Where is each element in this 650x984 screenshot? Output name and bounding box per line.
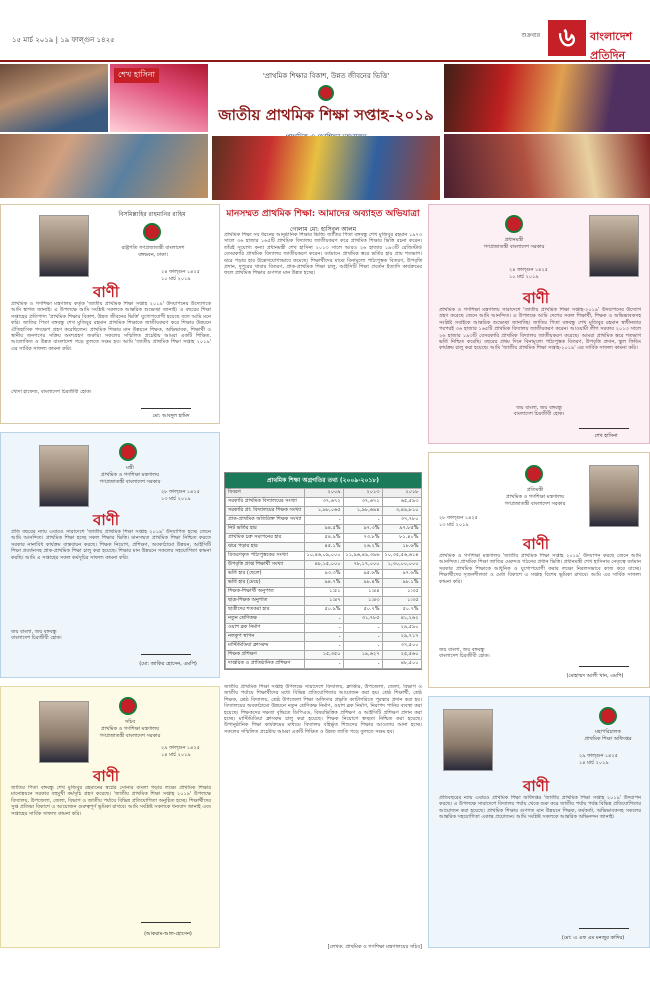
- portrait-photo: [589, 465, 639, 527]
- banner-quote: 'প্রাথমিক শিক্ষার বিকাশ, উন্নত জীবনের ভিত্তি': [262, 72, 390, 80]
- table-cell: ৫০.৯%: [304, 606, 343, 615]
- banner-title: জাতীয় প্রাথমিক শিক্ষা সপ্তাহ-২০১৯: [218, 106, 434, 124]
- table-row: [226, 642, 422, 651]
- message-secretary: [0, 686, 220, 948]
- photo-banner: [0, 62, 650, 200]
- table-row: [226, 552, 422, 561]
- table-row: [226, 651, 422, 660]
- signature-scrawl: [579, 657, 629, 667]
- message-body: প্রাথমিক ও গণশিক্ষা মন্ত্রণালয় সারাদেশে 'জাতীয় প্রাথমিক শিক্ষা সপ্তাহ-২০১৯' উদযাপনের উদ্যোগ গ্রহণ করেছে জেনে আমি আনন্দিত। এ উপলক্ষে আমি দেশের সকল শিক্ষার্থী, শিক্ষক ও অভিভাবকসহ সংশ্লিষ্ট সবাইকে আন্তরিক শুভেচ্ছা জানাচ্ছি। জাতির পিতা বঙ্গবন্ধু শেখ মুজিবুর রহমান স্বাধীনতার পরপরই ৩৬ হাজার ১৬৫টি প্রাথমিক বিদ্যালয় জাতীয়করণ করেন। আওয়ামী লীগ সরকার ২০১৩ সালে ২৬ হাজার ১৯৩টি বেসরকারি প্রাথমিক বিদ্যালয় জাতীয়করণ করেছে। আমরা প্রাথমিক স্তরে শতভাগ ভর্তি নিশ্চিত করেছি। বছরের প্রথম দিনে বিনামূল্যে পাঠ্যপুস্তক বিতরণ, উপবৃত্তি প্রদান, স্কুল ফিডিং কার্যক্রম চালু করা হয়েছে। আমি 'জাতীয় প্রাথমিক শিক্ষা সপ্তাহ-২০১৯' এর সার্বিক সাফল্য কামনা করি।: [439, 307, 641, 352]
- table-cell: শিক্ষক-শিক্ষার্থী অনুপাত: [226, 588, 305, 597]
- table-cell: ঝরে পড়ার হার: [226, 543, 305, 552]
- table-cell: -: [304, 516, 343, 525]
- portrait-photo: [39, 701, 89, 763]
- message-date: ২৮ ফাল্গুন ১৪২৫ ১৩ মার্চ ২০১৯: [161, 489, 200, 502]
- portrait-photo: [443, 709, 493, 771]
- table-cell: সরকারি প্রাথমিক বিদ্যালয়ের সংখ্যা: [226, 498, 305, 507]
- table-cell: -: [343, 642, 382, 651]
- stats-table: [224, 472, 422, 670]
- table-cell: ১:৪৩: [343, 597, 382, 606]
- table-cell: ১১,৯৬,৪৯,৩৯৬: [343, 552, 382, 561]
- table-cell: ৬৫,৫৯৩: [382, 498, 421, 507]
- table-header-cell: ২০১৩: [343, 489, 382, 498]
- signature-name: মো: আবদুল হামিদ: [152, 413, 190, 419]
- article-footnote: [লেখক: প্রাথমিক ও গণশিক্ষা মন্ত্রণালয়ের সচিব]: [327, 944, 422, 950]
- table-cell: ৫৪.৯%: [304, 534, 343, 543]
- message-closing: খোদা হাফেজ, বাংলাদেশ চিরজীবী হোক।: [11, 389, 92, 395]
- table-cell: ৭৩.৮%: [343, 534, 382, 543]
- table-row: [226, 507, 422, 516]
- table-cell: ৯৮.১%: [382, 579, 421, 588]
- government-emblem-icon: [318, 85, 334, 101]
- table-header-cell: ২০০৯: [304, 489, 343, 498]
- table-cell: ১৯,৬২৭: [343, 651, 382, 660]
- banner-photo: [0, 64, 108, 132]
- sender-title: প্রতিমন্ত্রী প্রাথমিক ও গণশিক্ষা মন্ত্রণালয় গণপ্রজাতন্ত্রী বাংলাদেশ সরকার: [504, 487, 566, 507]
- signature-scrawl: [579, 419, 629, 429]
- table-cell: উপবৃত্তি প্রাপ্ত শিক্ষার্থী সংখ্যা: [226, 561, 305, 570]
- table-row: [226, 624, 422, 633]
- signature-scrawl: [141, 645, 191, 655]
- message-minister: [0, 432, 220, 678]
- table-cell: ১৫,৩৫০: [304, 651, 343, 660]
- message-heading: বাণী: [523, 777, 550, 795]
- table-cell: ৪৫.১%: [304, 543, 343, 552]
- sender-title: সচিব প্রাথমিক ও গণশিক্ষা মন্ত্রণালয় গণপ্রজাতন্ত্রী বাংলাদেশ সরকার: [99, 719, 161, 739]
- table-header-cell: বিবরণ: [226, 489, 305, 498]
- banner-title-block: [212, 64, 440, 134]
- table-row: [226, 516, 422, 525]
- table-cell: ৯৪.৫%: [304, 525, 343, 534]
- signature-scrawl: [579, 919, 629, 929]
- table-cell: ১:৩৫: [382, 597, 421, 606]
- table-row: [226, 543, 422, 552]
- table-cell: নতুন শ্রেণিকক্ষ: [226, 615, 305, 624]
- table-cell: মাল্টিমিডিয়া ক্লাসরুম: [226, 642, 305, 651]
- table-cell: ১,৯৮,৬৯৪: [343, 507, 382, 516]
- message-director-general: [428, 696, 650, 948]
- table-cell: ২৫,৫৬০: [382, 651, 421, 660]
- table-row: [226, 525, 422, 534]
- stats-table-grid: [225, 488, 422, 669]
- sender-title: মন্ত্রী প্রাথমিক ও গণশিক্ষা মন্ত্রণালয় গণপ্রজাতন্ত্রী বাংলাদেশ সরকার: [99, 465, 161, 485]
- table-cell: ২৯,৭১৭: [382, 633, 421, 642]
- article-title: মানসম্মত প্রাথমিক শিক্ষা: আমাদের অব্যাহত অভিযাত্রা: [226, 209, 420, 219]
- newspaper-logo: বাংলাদেশ প্রতিদিন: [590, 30, 633, 62]
- article-body-top: প্রাথমিক শিক্ষা সব ধরনের আনুষ্ঠানিক শিক্ষার ভিত্তি। জাতির পিতা বঙ্গবন্ধু শেখ মুজিবুর রহমান ১৯৭৩ সালে ৩৬ হাজার ১৬৫টি প্রাথমিক বিদ্যালয় জাতীয়করণ করে প্রাথমিক শিক্ষার ভিত্তি রচনা করেন। তাঁরই সুযোগ্য কন্যা প্রধানমন্ত্রী শেখ হাসিনা ২০১৩ সালে আরও ২৬ হাজার ১৯৩টি রেজিস্টার্ড বেসরকারি প্রাথমিক বিদ্যালয় জাতীয়করণ করেন। বর্তমানে প্রাথমিক স্তরে ভর্তির হার প্রায় শতভাগ। ঝরে পড়ার হার উল্লেখযোগ্যভাবে কমেছে। শিক্ষার্থীদের মাঝে বিনামূল্যে পাঠ্যপুস্তক বিতরণ, উপবৃত্তি প্রদান, দুপুরের খাবার বিতরণ, প্রাক-প্রাথমিক শিক্ষা চালু, আইসিটি শিক্ষা প্রবর্তন ইত্যাদি কার্যক্রমের ফলে প্রাথমিক শিক্ষার গুণগত মান উন্নত হচ্ছে।: [224, 232, 422, 277]
- table-cell: ৮১.৪০%: [382, 534, 421, 543]
- message-date: ২৪ ফাল্গুন ১৪২৫ ১০ মার্চ ২০১৯: [161, 269, 200, 282]
- table-cell: ৫০.৭%: [343, 606, 382, 615]
- message-state-minister: [428, 452, 650, 688]
- banner-photo: [444, 134, 650, 198]
- table-row: [226, 579, 422, 588]
- sender-title: প্রধানমন্ত্রী গণপ্রজাতন্ত্রী বাংলাদেশ সরকার: [483, 237, 545, 250]
- message-heading: বাণী: [523, 535, 550, 553]
- table-cell: ৫০.৭%: [382, 606, 421, 615]
- table-cell: শিক্ষক প্রশিক্ষণ: [226, 651, 305, 660]
- issue-day: শুক্রবার: [521, 32, 540, 39]
- message-heading: বাণী: [523, 289, 550, 307]
- table-cell: ১:৩৫: [382, 588, 421, 597]
- table-cell: ৪৮,৫০০: [382, 660, 421, 669]
- signature-name: (আকরাম-আল-হোসেন): [144, 931, 192, 937]
- table-cell: ৯৭.৬%: [382, 570, 421, 579]
- table-cell: ৯৭.৮৫%: [382, 525, 421, 534]
- portrait-photo: [39, 215, 89, 277]
- signature-scrawl: [141, 913, 191, 923]
- table-cell: নিট ভর্তির হার: [226, 525, 305, 534]
- table-row: [226, 561, 422, 570]
- signature-name: (মো: এ এফ এম মনজুর কাদির): [561, 935, 625, 941]
- message-heading: বাণী: [93, 767, 120, 785]
- signature-name: (মোহাম্মদ আলী খান, এমপি): [566, 673, 624, 679]
- message-body: প্রতি বছরের ন্যায় এবারও সারাদেশে 'জাতীয় প্রাথমিক শিক্ষা সপ্তাহ ২০১৯' উদযাপিত হচ্ছে জেনে আমি আনন্দিত। প্রাথমিক শিক্ষা হচ্ছে সকল শিক্ষার ভিত্তি। মানসম্মত প্রাথমিক শিক্ষা নিশ্চিত করতে সরকার নানাবিধ কার্যক্রম বাস্তবায়ন করছে। শিক্ষক নিয়োগ, প্রশিক্ষণ, অবকাঠামো উন্নয়ন, আইসিটি শিক্ষা প্রবর্তনসহ প্রাক-প্রাথমিক শিক্ষা চালু করা হয়েছে। শিক্ষার মান উন্নয়নে সকলের সহযোগিতা কামনা করছি। আমি এ সপ্তাহের সকল কর্মসূচির সাফল্য কামনা করি।: [11, 529, 211, 561]
- table-cell: নলকূপ স্থাপন: [226, 633, 305, 642]
- message-closing: জয় বাংলা, জয় বঙ্গবন্ধু বাংলাদেশ চিরজীবী হোক।: [11, 629, 62, 642]
- table-cell: ৯৭.৩%: [343, 525, 382, 534]
- table-row: [226, 597, 422, 606]
- portrait-photo: [39, 445, 89, 507]
- portrait-photo: [589, 215, 639, 277]
- page-number: ৬: [548, 20, 586, 56]
- message-prime-minister: [428, 204, 650, 444]
- table-cell: -: [304, 615, 343, 624]
- banner-photo: [212, 136, 440, 200]
- table-cell: ৩৭,৬৭২: [343, 498, 382, 507]
- message-date: ২৯ ফাল্গুন ১৪২৫ ১৪ মার্চ ২০১৯: [579, 753, 618, 766]
- message-body: জাতির পিতা বঙ্গবন্ধু শেখ মুজিবুর রহমানের স্বপ্নের সোনার বাংলা গড়ার লক্ষ্যে প্রাথমিক শিক্ষার মানোন্নয়নে সরকার বহুমুখী কর্মসূচি গ্রহণ করেছে। 'জাতীয় প্রাথমিক শিক্ষা সপ্তাহ ২০১৯' উপলক্ষে বিদ্যালয়, উপজেলা, জেলা, বিভাগ ও জাতীয় পর্যায়ে বিভিন্ন প্রতিযোগিতা অনুষ্ঠিত হচ্ছে। শিক্ষার্থীদের সুপ্ত প্রতিভা বিকাশে এ আয়োজন গুরুত্বপূর্ণ ভূমিকা রাখবে। আমি সংশ্লিষ্ট সকলকে ধন্যবাদ জানাই এবং সপ্তাহের সার্বিক সাফল্য কামনা করি।: [11, 785, 211, 817]
- table-cell: ২৯,৫৯০: [382, 624, 421, 633]
- banner-photo: [110, 64, 208, 132]
- government-emblem-icon: [505, 215, 523, 233]
- message-body: প্রাথমিক ও গণশিক্ষা মন্ত্রণালয় 'জাতীয় প্রাথমিক শিক্ষা সপ্তাহ ২০১৯' উদযাপন করছে জেনে আমি আনন্দিত। প্রাথমিক শিক্ষা জাতির মেরুদণ্ড গঠনের প্রধান ভিত্তি। প্রধানমন্ত্রী শেখ হাসিনার নেতৃত্বে বর্তমান সরকার প্রাথমিক শিক্ষাকে আধুনিক ও যুগোপযোগী করার লক্ষ্যে নিরলসভাবে কাজ করে যাচ্ছে। শিক্ষার্থীদের সৃজনশীলতা ও মেধা বিকাশে এ সপ্তাহ বিশেষ ভূমিকা রাখবে। আমি এর সার্বিক সাফল্য কামনা করি।: [439, 553, 641, 585]
- table-cell: ওয়াশ ব্লক নির্মাণ: [226, 624, 305, 633]
- table-cell: বিতরণকৃত পাঠ্যপুস্তকের সংখ্যা: [226, 552, 305, 561]
- table-cell: ভর্তি হার (ছেলে): [226, 570, 305, 579]
- signature-name: (মো: জাকির হোসেন, এমপি): [139, 661, 197, 667]
- table-cell: ১,৯৮,০৬৫: [304, 507, 343, 516]
- message-closing: জয় বাংলা, জয় বঙ্গবন্ধু বাংলাদেশ চিরজীবী হোক।: [439, 647, 490, 660]
- message-closing: জয় বাংলা, জয় বঙ্গবন্ধু বাংলাদেশ চিরজীবী হোক।: [513, 405, 565, 418]
- table-cell: ৯৪.৭%: [304, 579, 343, 588]
- table-cell: ১:৫১: [304, 588, 343, 597]
- article-byline: গোলাম মো: হাসিবুল আলম: [289, 226, 357, 233]
- signature-name: শেখ হাসিনা: [594, 433, 618, 439]
- table-cell: ৩৭,৭৮০: [382, 516, 421, 525]
- table-cell: ১০,৪৬,০৯,০০০: [304, 552, 343, 561]
- message-body: প্রাথমিক ও গণশিক্ষা মন্ত্রণালয় কর্তৃক 'জাতীয় প্রাথমিক শিক্ষা সপ্তাহ ২০১৯' উদযাপনের উদ্যোগকে আমি স্বাগত জানাই। এ উপলক্ষে আমি সংশ্লিষ্ট সকলকে আন্তরিক শুভেচ্ছা জানাই। এ বছরের শিক্ষা সপ্তাহের প্রতিপাদ্য 'প্রাথমিক শিক্ষার বিকাশ, উন্নত জীবনের ভিত্তি' যুগোপযোগী হয়েছে বলে আমি মনে করি। জাতির পিতা বঙ্গবন্ধু শেখ মুজিবুর রহমান প্রাথমিক শিক্ষাকে জাতীয়করণ করে শিক্ষার উন্নয়নে ঐতিহাসিক পদক্ষেপ গ্রহণ করেছিলেন। প্রাথমিক শিক্ষার মান উন্নয়নে শিক্ষক, অভিভাবক, শিক্ষার্থী ও স্থানীয় জনগণের সক্রিয় অংশগ্রহণ জরুরি। সকলের সম্মিলিত প্রচেষ্টায় আমরা একটি শিক্ষিত, আলোকিত ও উন্নত বাংলাদেশ গড়ে তুলতে সক্ষম হব। আমি 'জাতীয় প্রাথমিক শিক্ষা সপ্তাহ ২০১৯' এর সার্বিক সাফল্য কামনা করি।: [11, 301, 211, 352]
- stats-table-title: প্রাথমিক শিক্ষা অগ্রগতির তথ্য (২০০৯-২০১৮): [225, 473, 421, 488]
- table-cell: ১:৪৭: [304, 597, 343, 606]
- sender-title: রাষ্ট্রপতি গণপ্রজাতন্ত্রী বাংলাদেশ বঙ্গভবন, ঢাকা।: [121, 245, 185, 258]
- table-cell: ছাত্রীদের শতকরা হার: [226, 606, 305, 615]
- table-row: [226, 606, 422, 615]
- salutation: বিসমিল্লাহির রাহমানির রাহিম: [118, 211, 186, 218]
- signature-scrawl: [141, 399, 191, 409]
- table-row: [226, 615, 422, 624]
- table-cell: সরকারি প্রা: বিদ্যালয়ের শিক্ষক সংখ্যা: [226, 507, 305, 516]
- table-row: [226, 633, 422, 642]
- table-row: [226, 588, 422, 597]
- feature-article: [224, 206, 422, 952]
- table-cell: ৩১,৭৮৫: [343, 615, 382, 624]
- table-cell: -: [304, 660, 343, 669]
- banner-photo: [444, 64, 650, 132]
- table-cell: ৪১,২৬২: [382, 615, 421, 624]
- table-row: [226, 570, 422, 579]
- message-date: ২৮ ফাল্গুন ১৪২৫ ১৩ মার্চ ২০১৯: [439, 515, 478, 528]
- table-row: [226, 660, 422, 669]
- government-emblem-icon: [119, 697, 137, 715]
- table-cell: ২৬.২%: [343, 543, 382, 552]
- table-row: [226, 534, 422, 543]
- table-cell: ৯৫.৬%: [343, 570, 382, 579]
- message-body: প্রতিবছরের ন্যায় এবারও প্রাথমিক শিক্ষা অধিদপ্তর 'জাতীয় প্রাথমিক শিক্ষা সপ্তাহ ২০১৯' উদযাপন করছে। এ উপলক্ষে সারাদেশে বিদ্যালয় পর্যায় থেকে শুরু করে জাতীয় পর্যায় পর্যন্ত বিভিন্ন প্রতিযোগিতার আয়োজন করা হয়েছে। প্রাথমিক শিক্ষার গুণগত মান উন্নয়নে শিক্ষক, কর্মকর্তা, অভিভাবকসহ সকলের আন্তরিক সহযোগিতা একান্ত প্রয়োজন। আমি সংশ্লিষ্ট সকলকে আন্তরিক অভিনন্দন জানাই।: [439, 795, 641, 821]
- table-cell: ১৮.৬%: [382, 543, 421, 552]
- table-cell: ভর্তি হার (মেয়ে): [226, 579, 305, 588]
- table-cell: -: [304, 624, 343, 633]
- table-cell: ৯৩.৩%: [304, 570, 343, 579]
- table-cell: ৪৮,১৫,০০০: [304, 561, 343, 570]
- table-cell: -: [343, 516, 382, 525]
- table-cell: -: [343, 624, 382, 633]
- table-cell: প্রাক-প্রাথমিক অতিরিক্ত শিক্ষক সংখ্যা: [226, 516, 305, 525]
- masthead: [0, 0, 650, 62]
- table-cell: -: [343, 660, 382, 669]
- table-header-row: [226, 489, 422, 498]
- table-cell: ৩৭,৬৭২: [304, 498, 343, 507]
- message-date: ২৪ ফাল্গুন ১৪২৫ ১০ মার্চ ২০১৯: [509, 267, 548, 280]
- issue-date: ১৫ মার্চ ২০১৯ | ১৯ ফাল্গুন ১৪২৫: [12, 36, 115, 44]
- message-heading: বাণী: [93, 511, 120, 529]
- banner-photo: [0, 134, 208, 198]
- presidential-seal-icon: [143, 223, 161, 241]
- table-cell: ৩৭,৫০০: [382, 642, 421, 651]
- table-cell: ৯৮.৪%: [343, 579, 382, 588]
- table-cell: প্রাথমিক চক্র সমাপনের হার: [226, 534, 305, 543]
- table-header-cell: ২০১৮: [382, 489, 421, 498]
- table-row: [226, 498, 422, 507]
- government-emblem-icon: [119, 443, 137, 461]
- table-cell: -: [304, 642, 343, 651]
- directorate-logo-icon: [599, 707, 617, 725]
- table-cell: -: [343, 633, 382, 642]
- table-cell: ৭৮,১৭,০০০: [343, 561, 382, 570]
- table-cell: ১:৪৪: [343, 588, 382, 597]
- message-president: [0, 204, 220, 424]
- table-cell: ৩,৪৯,৮১০: [382, 507, 421, 516]
- sender-title: মহাপরিচালক প্রাথমিক শিক্ষা অধিদপ্তর: [584, 729, 632, 742]
- message-heading: বাণী: [93, 283, 120, 301]
- table-cell: ১,৩০,০০,০০০: [382, 561, 421, 570]
- stats-table-body: [226, 498, 422, 669]
- article-body-bottom: জাতীয় প্রাথমিক শিক্ষা সপ্তাহ উপলক্ষে সারাদেশে বিদ্যালয়, ক্লাস্টার, উপজেলা, জেলা, বিভাগ ও জাতীয় পর্যায়ে শিক্ষার্থীদের মধ্যে বিভিন্ন প্রতিযোগিতার আয়োজন করা হয়। শ্রেষ্ঠ শিক্ষার্থী, শ্রেষ্ঠ শিক্ষক, শ্রেষ্ঠ বিদ্যালয়, শ্রেষ্ঠ উপজেলা শিক্ষা অফিসার প্রভৃতি ক্যাটাগরিতে পুরস্কার প্রদান করা হয়। বিদ্যালয়ের অবকাঠামো উন্নয়নে নতুন শ্রেণিকক্ষ নির্মাণ, ওয়াশ ব্লক নির্মাণ, নিরাপদ পানির ব্যবস্থা করা হয়েছে। শিক্ষকদের দক্ষতা বৃদ্ধিতে ডিপিএড, বিষয়ভিত্তিক প্রশিক্ষণ ও আইসিটি প্রশিক্ষণ প্রদান করা হচ্ছে। মাল্টিমিডিয়া ক্লাসরুম চালু করা হয়েছে। শিক্ষক নিয়োগে স্বচ্ছতা নিশ্চিত করা হয়েছে। উপানুষ্ঠানিক শিক্ষা কার্যক্রমের মাধ্যমে বিদ্যালয় বহির্ভূত শিশুদের শিক্ষার আওতায় আনা হচ্ছে। সকলের সম্মিলিত প্রচেষ্টায় আমরা একটি শিক্ষিত ও উন্নত জাতি গড়ে তুলতে সক্ষম হব।: [224, 684, 422, 735]
- table-cell: ১০,৩৫,৫৬,৬১৪: [382, 552, 421, 561]
- table-cell: ছাত্র-শিক্ষক অনুপাত: [226, 597, 305, 606]
- message-date: ২৯ ফাল্গুন ১৪২৫ ১৪ মার্চ ২০১৯: [161, 745, 200, 758]
- table-cell: -: [304, 633, 343, 642]
- table-cell: দাপ্তরিক ও প্রাতিষ্ঠানিক প্রশিক্ষণ: [226, 660, 305, 669]
- photo-overlay-text: শেখ হাসিনা: [114, 68, 159, 83]
- government-emblem-icon: [525, 465, 543, 483]
